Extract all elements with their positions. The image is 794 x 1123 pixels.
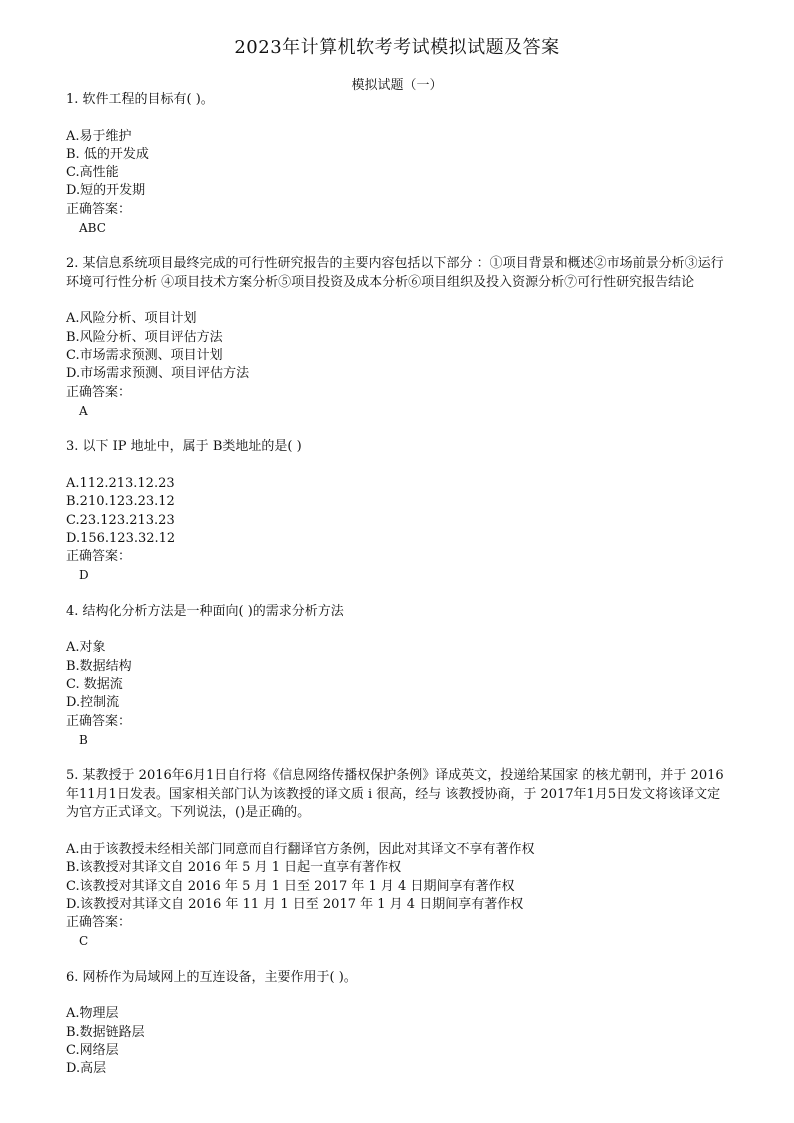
question-stem: 2. 某信息系统项目最终完成的可行性研究报告的主要内容包括以下部分 ：①项目背景和概述②市场前景分析③运行环境可行性分析 ④项目技术方案分析⑤项目投资及成本分析⑥项目组织及投入资源分析⑦可行性研究报告结论 [66,256,724,290]
question-list [66,91,730,1079]
answer-label: 正确答案： [66,915,132,931]
option-b: B.数据结构 [66,658,132,674]
option-c: C.网络层 [66,1043,119,1059]
option-c: C.高性能 [66,165,119,181]
answer-value: A [79,403,88,418]
question-stem: 3. 以下 IP 地址中，属于 B类地址的是( ) [66,439,302,455]
section-title: 模拟试题（一） [351,78,443,93]
option-d: D.控制流 [66,695,120,711]
question-stem: 5. 某教授于 2016年6月1日自行将《信息网络传播权保护条例》译成英文，投递给某国家 的核尤朝刊，并于 2016年11月1日发表。国家相关部门认为该教授的译文质 i 很高，经与 该教授协商，于 2017年1月5日发文将该译文定为官方正式译文。下列说法，()是正确的。 [66,768,724,821]
option-a: A.对象 [66,640,106,656]
answer-value: B [79,732,88,747]
answer-label: 正确答案： [66,549,132,565]
question-5 [66,767,730,968]
document-title: 2023年计算机软考考试模拟试题及答案 [234,37,560,58]
option-d: D.市场需求预测、项目评估方法 [66,366,250,382]
option-c: C. 数据流 [66,677,123,693]
option-b: B.210.123.23.12 [66,494,175,510]
option-a: A.112.213.12.23 [66,475,175,491]
option-b: B.该教授对其译文自 2016 年 5 月 1 日起一直享有著作权 [66,860,402,876]
option-a: A.易于维护 [66,128,132,144]
question-3 [66,438,730,602]
option-d: D.156.123.32.12 [66,530,176,546]
option-d: D.高层 [66,1061,107,1077]
option-c: C.23.123.213.23 [66,512,175,528]
option-c: C.该教授对其译文自 2016 年 5 月 1 日至 2017 年 1 月 4 日期间享有著作权 [66,878,515,894]
answer-value: D [79,568,89,583]
question-stem: 1. 软件工程的目标有( )。 [66,92,214,107]
option-a: A.风险分析、项目计划 [66,311,197,327]
option-d: D.短的开发期 [66,183,146,199]
answer-label: 正确答案： [66,713,132,729]
option-b: B.数据链路层 [66,1024,145,1040]
answer-value: C [79,934,89,949]
option-a: A.物理层 [66,1006,119,1022]
question-2 [66,255,730,438]
question-4 [66,603,730,767]
answer-label: 正确答案： [66,201,132,217]
option-b: B. 低的开发成 [66,146,149,162]
question-6 [66,969,730,1079]
question-stem: 6. 网桥作为局域网上的互连设备，主要作用于( )。 [66,969,357,985]
answer-label: 正确答案： [66,384,132,400]
option-c: C.市场需求预测、项目计划 [66,348,223,364]
option-b: B.风险分析、项目评估方法 [66,329,223,345]
option-a: A.由于该教授未经相关部门同意而自行翻译官方条例，因此对其译文不享有著作权 [66,841,535,857]
option-d: D.该教授对其译文自 2016 年 11 月 1 日至 2017 年 1 月 4 日期间享有著作权 [66,896,524,912]
question-stem: 4. 结构化分析方法是一种面向( )的需求分析方法 [66,603,344,619]
question-1 [66,91,730,255]
answer-value: ABC [79,220,106,235]
